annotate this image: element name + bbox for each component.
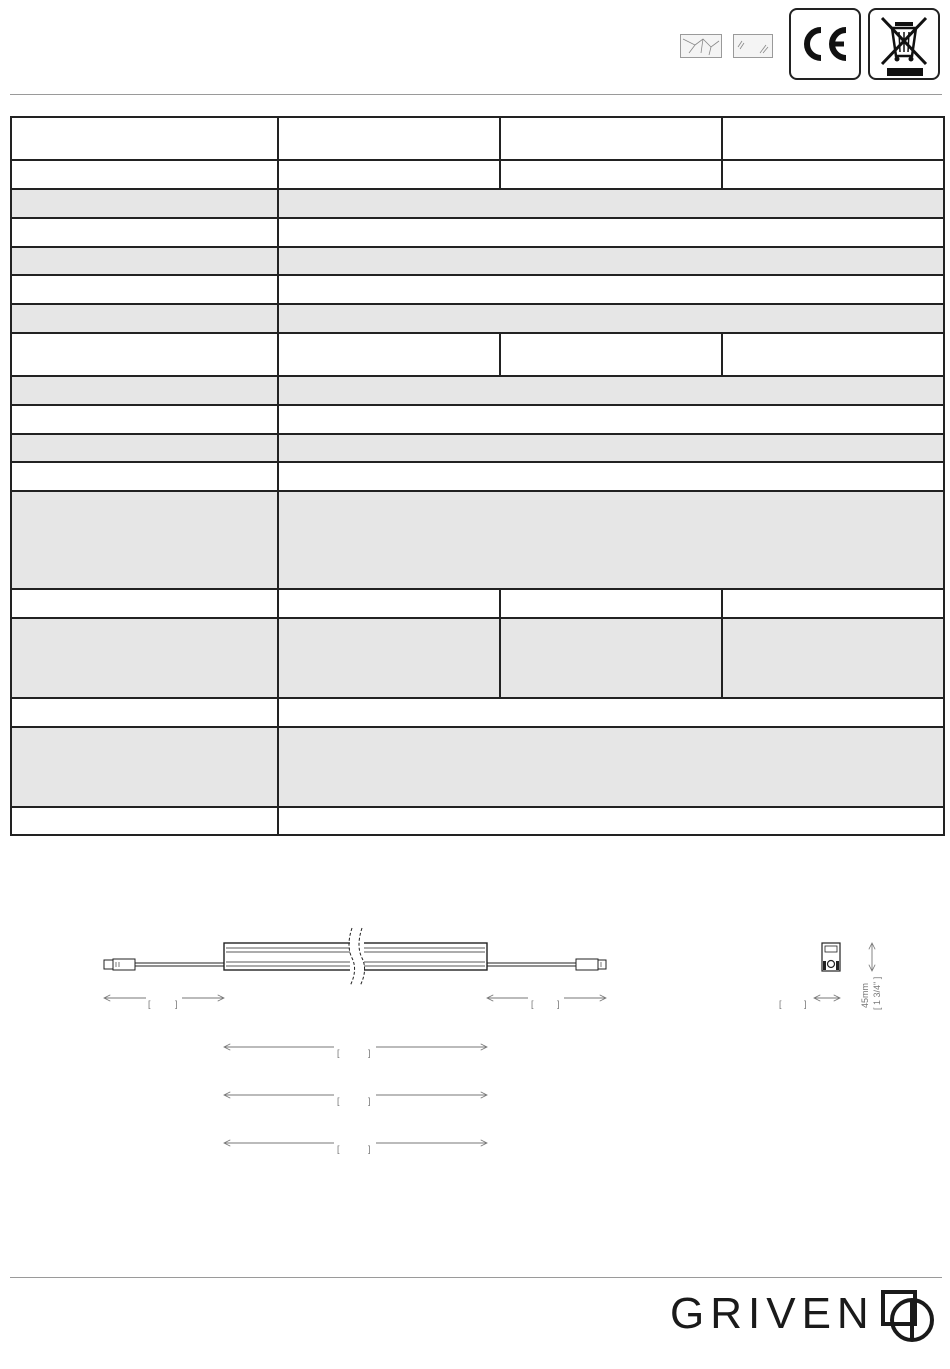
table-row bbox=[11, 275, 944, 304]
svg-text:]: ] bbox=[175, 999, 178, 1009]
height-dimension-imperial: [ 1 3/4" ] bbox=[872, 976, 882, 1010]
spec-value-cell bbox=[278, 618, 500, 698]
ce-mark-icon bbox=[789, 8, 861, 80]
spec-value-cell bbox=[278, 589, 500, 618]
spec-value-cell bbox=[278, 698, 944, 727]
brand-logo-icon bbox=[880, 1289, 938, 1345]
spec-label-cell bbox=[11, 376, 278, 405]
svg-text:[: [ bbox=[531, 999, 534, 1009]
svg-text:]: ] bbox=[368, 1144, 371, 1154]
spec-label-cell bbox=[11, 807, 278, 835]
spec-value-cell bbox=[278, 304, 944, 333]
spec-label-cell bbox=[11, 589, 278, 618]
led-profile-body bbox=[224, 928, 487, 988]
spec-label-cell bbox=[11, 333, 278, 376]
spec-value-cell bbox=[278, 117, 500, 160]
length-dimension-2 bbox=[224, 1095, 487, 1106]
spec-value-cell bbox=[278, 462, 944, 491]
table-row bbox=[11, 434, 944, 462]
spec-value-cell bbox=[722, 333, 944, 376]
table-row bbox=[11, 160, 944, 189]
header-rule bbox=[10, 94, 942, 95]
spec-value-cell bbox=[278, 333, 500, 376]
technical-drawing bbox=[0, 900, 950, 1170]
length-dimension-3 bbox=[224, 1143, 487, 1154]
spec-label-cell bbox=[11, 462, 278, 491]
table-row bbox=[11, 462, 944, 491]
svg-text:]: ] bbox=[368, 1048, 371, 1058]
spec-value-cell bbox=[278, 727, 944, 807]
mirror-glass-icon bbox=[680, 34, 722, 58]
spec-value-cell bbox=[500, 589, 722, 618]
cross-section-view bbox=[822, 943, 840, 971]
table-row bbox=[11, 405, 944, 434]
width-dimension bbox=[779, 998, 840, 1009]
table-row bbox=[11, 618, 944, 698]
spec-value-cell bbox=[722, 117, 944, 160]
spec-value-cell bbox=[278, 807, 944, 835]
spec-value-cell bbox=[722, 589, 944, 618]
table-row bbox=[11, 491, 944, 589]
table-row bbox=[11, 218, 944, 247]
table-row bbox=[11, 698, 944, 727]
spec-value-cell bbox=[278, 405, 944, 434]
spec-value-cell bbox=[500, 618, 722, 698]
spec-label-cell bbox=[11, 698, 278, 727]
brand-wordmark: GRIVEN bbox=[670, 1289, 875, 1338]
weee-bin-icon bbox=[868, 8, 940, 80]
spec-value-cell bbox=[500, 117, 722, 160]
spec-label-cell bbox=[11, 117, 278, 160]
spec-label-cell bbox=[11, 618, 278, 698]
table-row bbox=[11, 807, 944, 835]
left-connector bbox=[104, 959, 224, 970]
spec-label-cell bbox=[11, 160, 278, 189]
spec-value-cell bbox=[278, 434, 944, 462]
spec-label-cell bbox=[11, 491, 278, 589]
spec-label-cell bbox=[11, 405, 278, 434]
table-row bbox=[11, 189, 944, 218]
height-dimension bbox=[860, 943, 882, 1010]
svg-text:[: [ bbox=[148, 999, 151, 1009]
footer-rule bbox=[10, 1277, 942, 1278]
svg-text:[: [ bbox=[779, 999, 782, 1009]
table-row bbox=[11, 304, 944, 333]
spec-value-cell bbox=[500, 160, 722, 189]
spec-value-cell bbox=[278, 189, 944, 218]
spec-value-cell bbox=[278, 160, 500, 189]
spec-label-cell bbox=[11, 304, 278, 333]
table-row bbox=[11, 247, 944, 275]
svg-text:[: [ bbox=[337, 1048, 340, 1058]
spec-label-cell bbox=[11, 218, 278, 247]
length-dimension-1 bbox=[224, 1047, 487, 1058]
spec-value-cell bbox=[722, 618, 944, 698]
svg-text:]: ] bbox=[804, 999, 807, 1009]
table-row bbox=[11, 727, 944, 807]
svg-text:]: ] bbox=[557, 999, 560, 1009]
glass-panel-icon bbox=[733, 34, 773, 58]
spec-label-cell bbox=[11, 189, 278, 218]
spec-label-cell bbox=[11, 727, 278, 807]
right-cable-dimension bbox=[487, 998, 606, 1009]
spec-value-cell bbox=[278, 491, 944, 589]
spec-label-cell bbox=[11, 247, 278, 275]
svg-text:[: [ bbox=[337, 1096, 340, 1106]
left-cable-dimension bbox=[104, 998, 224, 1009]
table-row bbox=[11, 589, 944, 618]
spec-value-cell bbox=[278, 247, 944, 275]
spec-value-cell bbox=[278, 376, 944, 405]
table-row bbox=[11, 117, 944, 160]
spec-label-cell bbox=[11, 275, 278, 304]
spec-label-cell bbox=[11, 434, 278, 462]
right-connector bbox=[487, 959, 606, 970]
spec-value-cell bbox=[500, 333, 722, 376]
svg-text:]: ] bbox=[368, 1096, 371, 1106]
spec-value-cell bbox=[278, 275, 944, 304]
svg-text:[: [ bbox=[337, 1144, 340, 1154]
spec-value-cell bbox=[722, 160, 944, 189]
spec-table bbox=[10, 116, 945, 836]
table-row bbox=[11, 376, 944, 405]
spec-value-cell bbox=[278, 218, 944, 247]
height-dimension-label: 45mm bbox=[860, 982, 870, 1008]
table-row bbox=[11, 333, 944, 376]
